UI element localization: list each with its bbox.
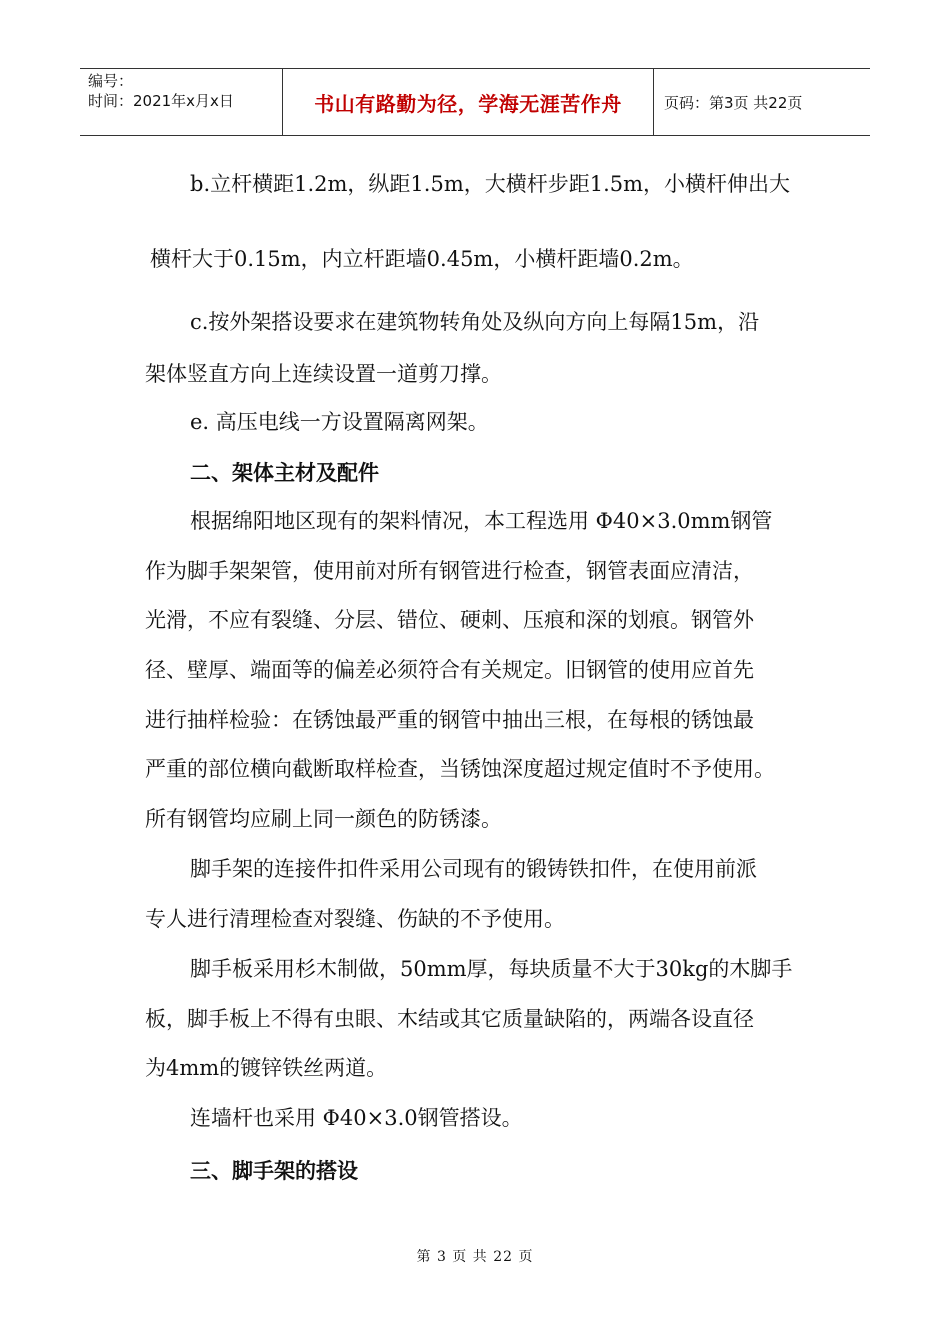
paragraph-line: 径、壁厚、端面等的偏差必须符合有关规定。旧钢管的使用应首先: [145, 658, 754, 682]
header-info-cell: [80, 69, 283, 135]
header-page-label: 页码：第3页 共22页: [664, 93, 803, 112]
paragraph-line: 板，脚手板上不得有虫眼、木结或其它质量缺陷的，两端各设直径: [145, 1007, 754, 1031]
document-header: [80, 68, 870, 136]
paragraph-line: 根据绵阳地区现有的架料情况，本工程选用 Φ40×3.0mm钢管: [190, 509, 773, 533]
paragraph-line: b.立杆横距1.2m，纵距1.5m，大横杆步距1.5m，小横杆伸出大: [190, 172, 791, 196]
document-number-label: 编号：: [88, 72, 134, 90]
paragraph-line: e. 高压电线一方设置隔离网架。: [190, 410, 489, 434]
paragraph-line: 所有钢管均应刷上同一颜色的防锈漆。: [145, 807, 502, 831]
paragraph-line: 连墙杆也采用 Φ40×3.0钢管搭设。: [190, 1106, 523, 1130]
paragraph-line: 为4mm的镀锌铁丝两道。: [145, 1056, 388, 1080]
paragraph-line: 架体竖直方向上连续设置一道剪刀撑。: [145, 362, 502, 386]
paragraph-line: 进行抽样检验：在锈蚀最严重的钢管中抽出三根，在每根的锈蚀最: [145, 708, 754, 732]
header-motto: 书山有路勤为径，学海无涯苦作舟: [283, 69, 654, 135]
document-time-label: 时间：2021年x月x日: [88, 92, 234, 110]
section-heading: 三、脚手架的搭设: [190, 1159, 358, 1183]
paragraph-line: c.按外架搭设要求在建筑物转角处及纵向方向上每隔15m，沿: [190, 310, 760, 334]
page-footer: 第 3 页 共 22 页: [416, 1249, 534, 1265]
paragraph-line: 光滑，不应有裂缝、分层、错位、硬刺、压痕和深的划痕。钢管外: [145, 608, 754, 632]
paragraph-line: 横杆大于0.15m，内立杆距墙0.45m，小横杆距墙0.2m。: [150, 247, 694, 271]
paragraph-line: 脚手板采用杉木制做，50mm厚，每块质量不大于30kg的木脚手: [190, 957, 793, 981]
paragraph-line: 脚手架的连接件扣件采用公司现有的锻铸铁扣件，在使用前派: [190, 857, 757, 881]
paragraph-line: 严重的部位横向截断取样检查，当锈蚀深度超过规定值时不予使用。: [145, 757, 775, 781]
paragraph-line: 作为脚手架架管，使用前对所有钢管进行检查，钢管表面应清洁，: [145, 559, 754, 583]
section-heading: 二、架体主材及配件: [190, 461, 379, 485]
paragraph-line: 专人进行清理检查对裂缝、伤缺的不予使用。: [145, 907, 565, 931]
